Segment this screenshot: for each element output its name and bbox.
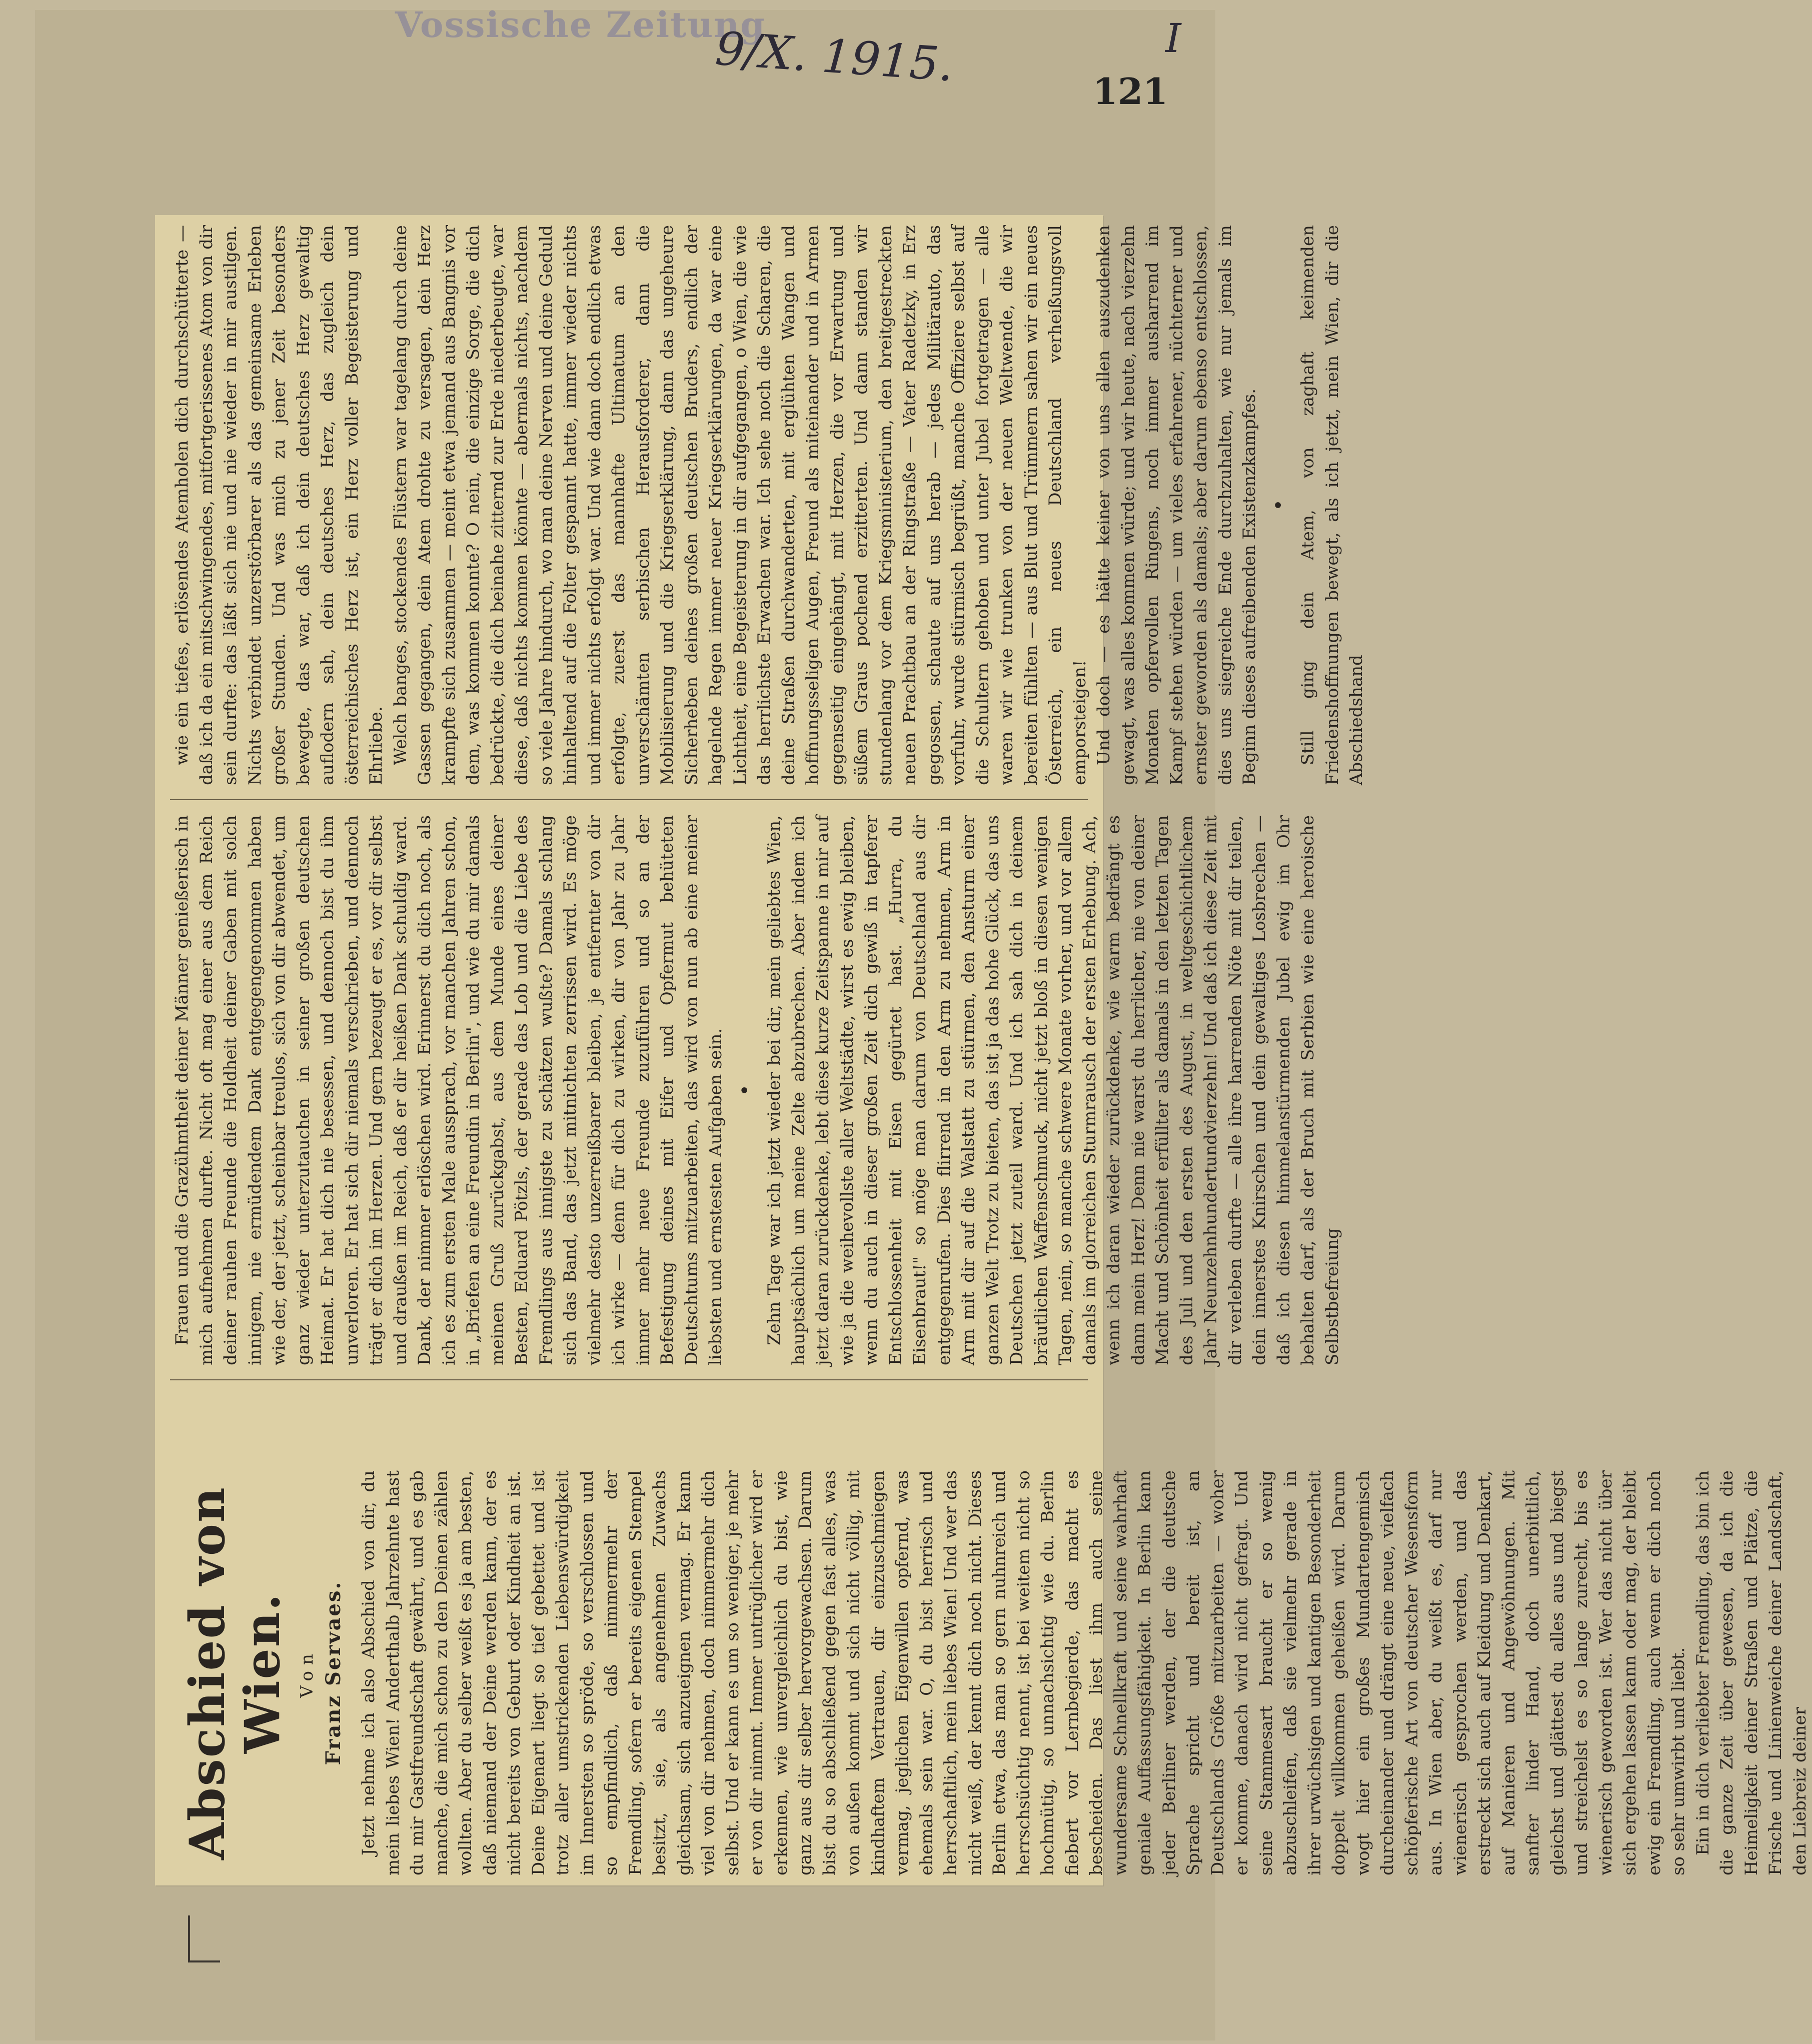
paragraph: Jetzt nehme ich also Abschied von dir, du mein liebes Wien! Anderthalb Jahrzehnte hast du mir Gastfreundschaft gewährt, und es gab manche, die mich schon zu den Deinen zählen wollten. Aber du selber weißt es ja am besten, daß niemand der Deine werden kann, der es nicht bereits von Geburt oder Kindheit an ist. Deine Eigenart liegt so tief gebettet und ist trotz aller umstrickenden Liebenswürdigkeit im Innersten so spröde, so verschlossen und so empfindlich, daß nimmermehr der Fremdling, sofern er bereits eigenen Stempel besitzt, sie, als angenehmen Zuwachs gleichsam, sich anzueignen vermag. Er kann viel von dir nehmen, doch nimmermehr dich selbst. Und er kann es um so weniger, je mehr er von dir nimmt. Immer untrüglicher wird er erkennen, wie unvergleichlich du bist, wie ganz aus dir selber hervorgewachsen. Darum bist du so abschließend gegen fast alles, was von außen kommt und sich nicht völlig, mit kindhaftem Vertrauen, dir einzuschmiegen vermag, jeglichen Eigenwillen opfernd, was ehemals sein war. O, du bist herrisch und herrschaftlich, mein liebes Wien! Und wer das nicht weiß, der kennt dich noch nicht. Dieses Berlin etwa, das man so gern nuhnreich und herrschsüchtig nennt, ist bei weitem nicht so hochmütig, so unnachsichtig wie du. Berlin fiebert vor Lernbegierde, das macht es bescheiden. Das liest ihm auch seine wundersame Schnellkraft und seine wahrhaft geniale Auffassungsfähigkeit. In Berlin kann jeder Berliner werden, der die deutsche Sprache spricht und bereit ist, an Deutschlands Größe mitzuarbeiten — woher er komme, danach wird nicht gefragt. Und seine Stammesart braucht er so wenig abzuschleifen, daß sie vielmehr gerade in ihrer urwüchsigen und kantigen Besonderheit doppelt willkommen geheißen wird. Darum wogt hier ein großes Mundartengemisch durcheinander und drängt eine neue, vielfach schöpferische Art von deutscher Wesensform aus. In Wien aber, du weißt es, darf nur wienerisch gesprochen werden, und das erstreckt sich auch auf Kleidung und Denkart, auf Manieren und Angewöhnungen. Mit sanfter linder Hand, doch unerbittlich, gleichst und glättest du alles aus und biegst und streichelst es so lange zurecht, bis es wienerisch geworden ist. Wer das nicht über sich ergehen lassen kann oder mag, der bleibt ewig ein Fremdling, auch wenn er dich noch so sehr umwirbt und liebt. [359,1470,1688,1875]
paragraph: wie ein tiefes, erlösendes Atemholen dich durchschütterte — daß ich da ein mitschwingendes, mitfortgerissenes Atom von dir sein durfte: das läßt sich nie und nie wieder in mir austilgen. Nichts verbindet unzerstörbarer als das gemeinsame Erleben großer Stunden. Und was mich zu jener Zeit besonders bewegte, das war, daß ich dein deutsches Herz gewaltig auflodern sah, dein deutsches Herz, das zugleich dein österreichisches Herz ist, ein Herz voller Begeisterung und Ehrliebe. [172,225,386,785]
article-author: Franz Servaes. [321,1580,345,1765]
column-divider [170,799,1088,800]
newspaper-clipping [155,215,1810,1885]
roman-numeral: I [1165,15,1181,62]
article-title: Abschied von Wien. [179,1486,291,1860]
column-divider [170,1379,1088,1380]
paragraph: Und doch — es hätte keiner von uns allen auszudenken gewagt, was alles kommen würde; und wir heute, nach vierzehn Monaten opfervollen Ringens, noch immer ausharrend im Kampf stehen würden — um vieles erfahrener, nüchterner und ernster geworden als damals; aber darum ebenso entschlossen, dies uns siegreiche Ende durchzuhalten, wie nur jemals im Beginn dieses aufreibenden Existenzkampfes. [1094,225,1259,785]
paragraph: Welch banges, stockendes Flüstern war tagelang durch deine Gassen gegangen, dein Atem drohte zu versagen, dein Herz krampfte sich zusammen — meint etwa jemand aus Bangnis vor dem, was kommen konnte? O nein, die einzige Sorge, die dich bedrückte, die dich beinahe zitternd zur Erde niederbeugte, war diese, daß nichts kommen könnte — abermals nichts, nachdem so viele Jahre hindurch, wo man deine Nerven und deine Geduld hinhaltend auf die Folter gespannt hatte, immer wieder nichts und immer nichts erfolgt war. Und wie dann doch endlich etwas erfolgte, zuerst das mannhafte Ultimatum an den unverschämten serbischen Herausforderer, dann die Mobilisierung und die Kriegserklärung, dann das ungeheure Sicherheben deines großen deutschen Bruders, endlich der hagelnde Regen immer neuer Kriegserklärungen, da war eine Lichtheit, eine Begeisterung in dir aufgegangen, o Wien, die wie das herrlichste Erwachen war. Ich sehe noch die Scharen, die deine Straßen durchwanderten, mit erglühten Wangen und hoffnungsseligen Augen, Freund als miteinander und in Armen gegenseitig eingehängt, mit Herzen, die vor Erwartung und süßem Graus pochend erzitterten. Und dann standen wir stundenlang vor dem Kriegsministerium, den breitgestreckten neuen Prachtbau an der Ringstraße — Vater Radetzky, in Erz gegossen, schaute auf uns herab — jedes Militärauto, das vorfuhr, wurde stürmisch begrüßt, manche Offiziere selbst auf die Schultern gehoben und unter Jubel fortgetragen — alle waren wir wie trunken von der neuen Weltwende, die wir bereiten fühlten — aus Blut und Trümmern sahen wir ein neues Österreich, ein neues Deutschland verheißungsvoll emporsteigen! [390,225,1090,785]
folio-number: 121 [1093,70,1168,113]
paragraph: Ein in dich verliebter Fremdling, das bin ich die ganze Zeit über gewesen, da ich die Heimeligkeit deiner Straßen und Plätze, die Frische und Linienweiche deiner Landschaft, den Liebreiz deiner [1692,1470,1810,1875]
article-column-2 [170,815,1342,1365]
paragraph: Frauen und die Grazühmtheit deiner Männer genießerisch in mich aufnehmen durfte. Nicht oft mag einer aus dem Reich deiner rauhen Freunde die Holdheit deiner Gaben mit solch innigem, nie ermüdendem Dank entgegengenommen haben wie der, der jetzt, scheinbar treulos, sich von dir abwendet, um ganz wieder unterzutauchen in seiner großen deutschen Heimat. Er hat dich nie besessen, und dennoch bist du ihm unverloren. Er hat sich dir niemals verschrieben, und dennoch trägt er dich im Herzen. Und gern bezeugt er es, vor dir selbst und draußen im Reich, daß er dir heißen Dank schuldig ward. Dank, der nimmer erlöschen wird. Erinnerst du dich noch, als ich es zum ersten Male aussprach, vor manchen Jahren schon, in „Briefen an eine Freundin in Berlin", und wie du mir damals meinen Gruß zurückgabst, aus dem Munde eines deiner Besten, Eduard Pötzls, der gerade das Lob und die Liebe des Fremdlings aus innigste zu schätzen wußte? Damals schlang sich das Band, das jetzt mitnichten zerrissen wird. Es möge vielmehr desto unzerreißbarer bleiben, je entfernter von dir ich wirke — denn für dich zu wirken, dir von Jahr zu Jahr immer mehr neue Freunde zuzuführen und so an der Befestigung deines mit Eifer und Opfermut behüteten Deutschtums mitzuarbeiten, das wird von nun ab eine meiner liebsten und ernstesten Aufgaben sein. [172,815,726,1365]
section-separator: • [1267,499,1290,511]
pencil-mark [190,1960,220,1962]
pencil-mark [188,1915,190,1962]
rotated-article [155,215,1810,1885]
article-column-1 [170,1470,1810,1875]
section-separator: • [733,1084,757,1096]
byline-von: Von [297,1648,317,1698]
article-column-3 [170,225,1366,785]
handwritten-date: 9/X. 1915. [713,22,956,92]
paragraph: Zehn Tage war ich jetzt wieder bei dir, mein geliebtes Wien, hauptsächlich um meine Zelte abzubrechen. Aber indem ich jetzt daran zurückdenke, lebt diese kurze Zeitspanne in mir auf wie ja die weihevollste aller Weltstädte, wirst es ewig bleiben, wenn du auch in dieser großen Zeit dich gewiß in tapferer Entschlossenheit mit Eisen gegürtet hast. „Hurra, du Eisenbraut!" so möge man darum von Deutschland aus dir entgegenrufen. Dies flirrend in den Arm zu nehmen, Arm in Arm mit dir auf die Walstatt zu stürmen, den Ansturm einer ganzen Welt Trotz zu bieten, das ist ja das hohe Glück, das uns Deutschen jetzt zuteil ward. Und ich sah dich in deinem bräutlichen Waffenschmuck, nicht jetzt bloß in diesen wenigen Tagen, nein, so manche schwere Monate vorher, und vor allem damals im glorreichen Sturmrausch der ersten Erhebung. Ach, wenn ich daran wieder zurückdenke, wie warm bedrängt es dann mein Herz! Denn nie warst du herrlicher, nie von deiner Macht und Schönheit erfüllter als damals in den letzten Tagen des Juli und den ersten des August, in weltgeschichtlichem Jahr Neunzehnhundertundvierzehn! Und daß ich diese Zeit mit dir verleben durfte — alle ihre harrenden Nöte mit dir teilen, dein innerstes Knirschen und dein gewaltiges Losbrechen — daß ich diesen himmelanstürmenden Jubel ewig im Ohr behalten darf, als der Bruch mit Serbien wie eine heroische Selbstbefreiung [764,815,1342,1365]
paragraph: Still ging dein Atem, von zaghaft keimenden Friedenshoffnungen bewegt, als ich jetzt, mein Wien, dir die Abschiedshand [1298,225,1366,785]
newspaper-stamp: Vossische Zeitung [395,4,766,46]
